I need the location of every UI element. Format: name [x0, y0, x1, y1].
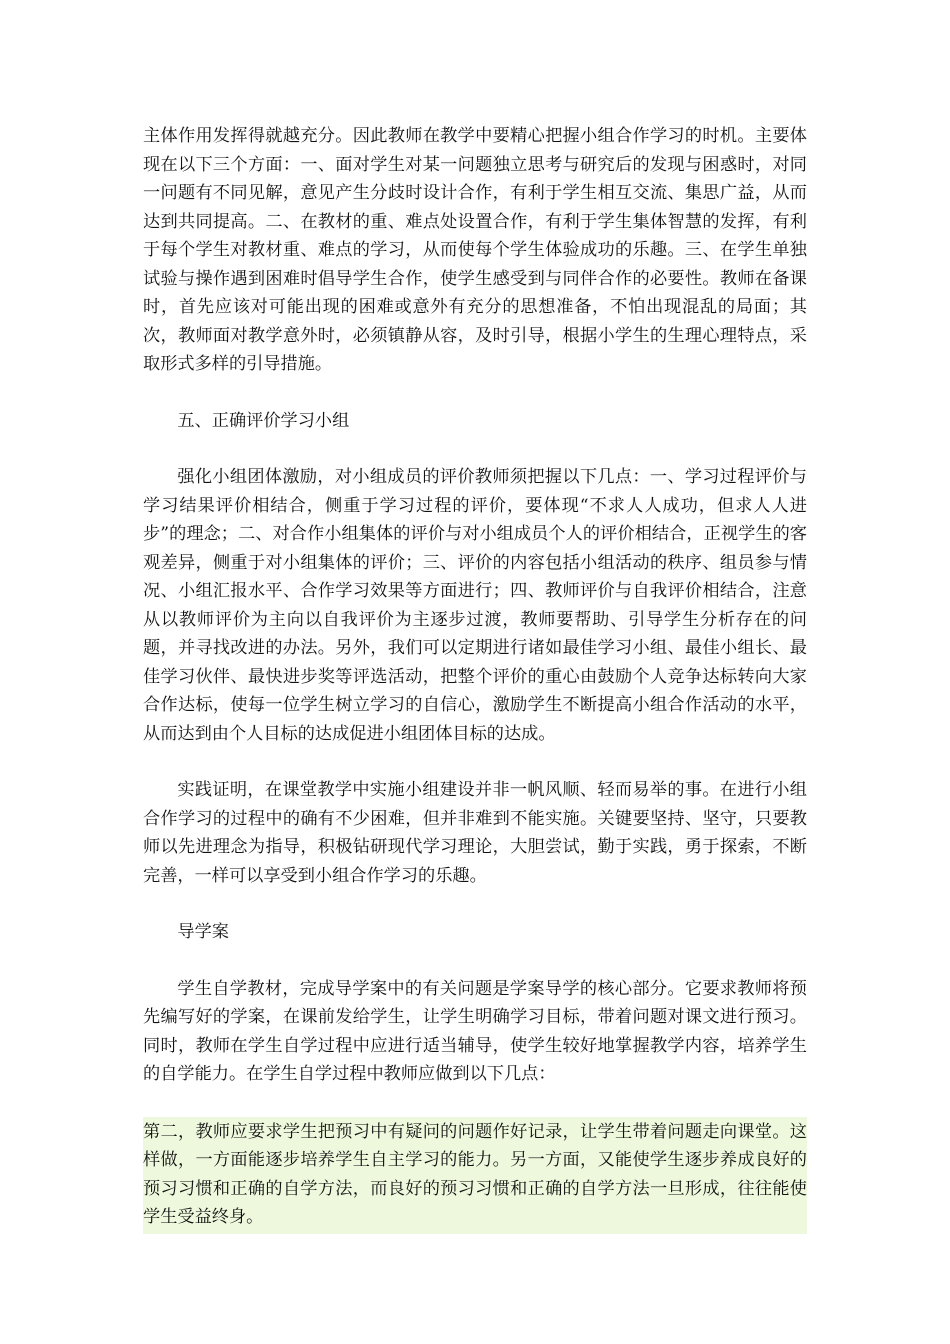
- paragraph-self-study: 学生自学教材，完成导学案中的有关问题是学案导学的核心部分。它要求教师将预先编写好的学案，在课前发给学生，让学生明确学习目标，带着问题对课文进行预习。同时，教师在学生自学过程中应进行适当辅导，使学生较好地掌握教学内容，培养学生的自学能力。在学生自学过程中教师应做到以下几点：: [143, 978, 807, 1084]
- paragraph-highlighted-second-point: 第二，教师应要求学生把预习中有疑问的问题作好记录，让学生带着问题走向课堂。这样做，一方面能逐步培养学生自主学习的能力。另一方面，又能使学生逐步养成良好的预习习惯和正确的自学方法，而良好的预习习惯和正确的自学方法一旦形成，往往能使学生受益终身。: [143, 1117, 807, 1234]
- section-heading-study-guide: 导学案: [177, 922, 229, 942]
- section-heading-evaluate-groups: 五、正确评价学习小组: [177, 410, 350, 431]
- document-body: [143, 122, 807, 1234]
- paragraph-evaluation-points: 强化小组团体激励，对小组成员的评价教师须把握以下几点：一、学习过程评价与学习结果评价相结合，侧重于学习过程的评价，要体现“不求人人成功，但求人人进步”的理念；二、对合作小组集体的评价与对小组成员个人的评价相结合，正视学生的客观差异，侧重于对小组集体的评价；三、评价的内容包括小组活动的秩序、组员参与情况、小组汇报水平、合作学习效果等方面进行；四、教师评价与自我评价相结合，注意从以教师评价为主向以自我评价为主逐步过渡，教师要帮助、引导学生分析存在的问题，并寻找改进的办法。另外，我们可以定期进行诸如最佳学习小组、最佳小组长、最佳学习伙伴、最快进步奖等评选活动，把整个评价的重心由鼓励个人竞争达标转向大家合作达标，使每一位学生树立学习的自信心，激励学生不断提高小组合作活动的水平，从而达到由个人目标的达成促进小组团体目标的达成。: [143, 467, 807, 744]
- paragraph-group-cooperation-timing: 主体作用发挥得就越充分。因此教师在教学中要精心把握小组合作学习的时机。主要体现在以下三个方面：一、面对学生对某一问题独立思考与研究后的发现与困惑时，对同一问题有不同见解，意见产生分歧时设计合作，有利于学生相互交流、集思广益，从而达到共同提高。二、在教材的重、难点处设置合作，有利于学生集体智慧的发挥，有利于每个学生对教材重、难点的学习，从而使每个学生体验成功的乐趣。三、在学生单独试验与操作遇到困难时倡导学生合作，使学生感受到与同伴合作的必要性。教师在备课时，首先应该对可能出现的困难或意外有充分的思想准备，不怕出现混乱的局面；其次，教师面对教学意外时，必须镇静从容，及时引导，根据小学生的生理心理特点，采取形式多样的引导措施。: [143, 126, 807, 374]
- paragraph-practice-proves: 实践证明，在课堂教学中实施小组建设并非一帆风顺、轻而易举的事。在进行小组合作学习的过程中的确有不少困难，但并非难到不能实施。关键要坚持、坚守，只要教师以先进理念为指导，积极钻研现代学习理论，大胆尝试，勤于实践，勇于探索，不断完善，一样可以享受到小组合作学习的乐趣。: [143, 780, 807, 886]
